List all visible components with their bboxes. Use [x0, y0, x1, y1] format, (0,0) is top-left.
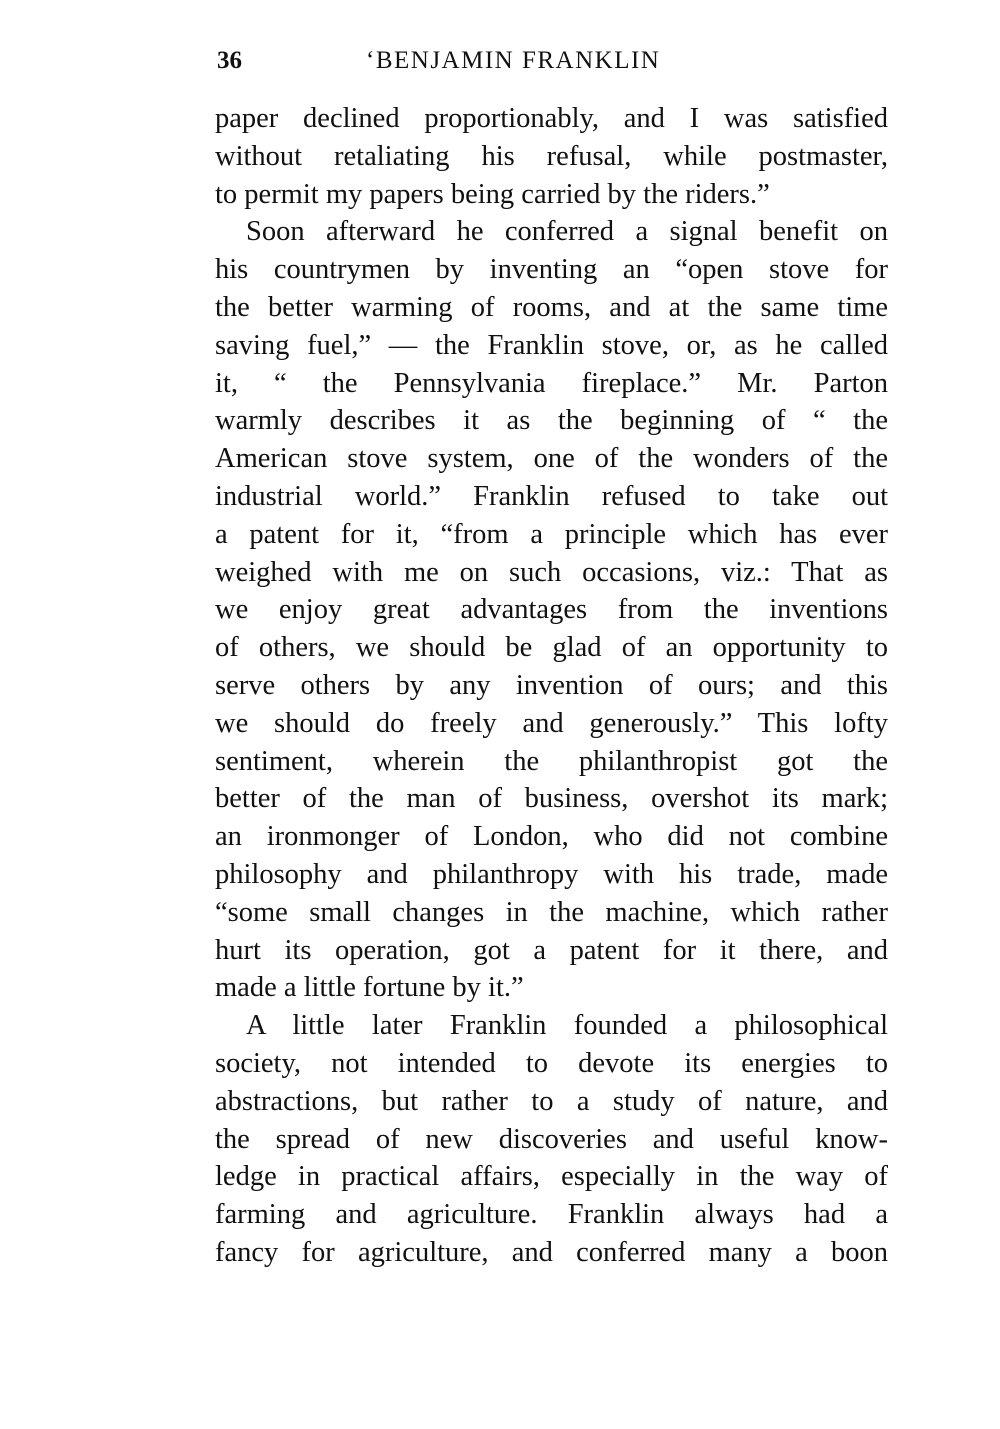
- text-line: industrial world.” Franklin refused to take out: [215, 480, 888, 512]
- text-line: we enjoy great advantages from the inventions: [215, 594, 888, 626]
- text-line: the spread of new discoveries and useful know-: [215, 1123, 888, 1155]
- text-line: made a little fortune by it.”: [215, 972, 524, 1004]
- text-line: society, not intended to devote its energies to: [215, 1047, 888, 1079]
- text-line: sentiment, wherein the philanthropist got the: [215, 745, 888, 777]
- text-line: A little later Franklin founded a philosophical: [246, 1010, 888, 1042]
- body-text: [215, 100, 888, 1272]
- text-line: ledge in practical affairs, especially in the way of: [215, 1161, 888, 1193]
- text-line: “some small changes in the machine, which rather: [215, 896, 888, 928]
- text-line: weighed with me on such occasions, viz.: That as: [215, 556, 888, 588]
- text-line: paper declined proportionably, and I was satisfied: [215, 103, 888, 134]
- text-line: the better warming of rooms, and at the same time: [215, 291, 888, 323]
- text-line: American stove system, one of the wonders of the: [215, 443, 888, 475]
- text-line: saving fuel,” — the Franklin stove, or, as he called: [215, 329, 888, 361]
- text-line: it, “ the Pennsylvania fireplace.” Mr. Parton: [215, 367, 888, 399]
- text-line: better of the man of business, overshot its mark;: [215, 783, 888, 815]
- text-line: to permit my papers being carried by the riders.”: [215, 178, 770, 210]
- paragraph-1: [215, 100, 888, 213]
- text-line: abstractions, but rather to a study of nature, and: [215, 1085, 888, 1117]
- text-line: of others, we should be glad of an opportunity to: [215, 632, 888, 664]
- running-title: ‘BENJAMIN FRANKLIN: [366, 47, 661, 74]
- text-line: warmly describes it as the beginning of “ the: [215, 405, 888, 437]
- text-line: hurt its operation, got a patent for it there, and: [215, 934, 888, 966]
- text-line: farming and agriculture. Franklin always had a: [215, 1199, 888, 1231]
- text-line: Soon afterward he conferred a signal benefit on: [246, 216, 888, 248]
- paragraph-2: [215, 213, 888, 1007]
- text-line: serve others by any invention of ours; and this: [215, 669, 888, 701]
- paragraph-3: [215, 1007, 888, 1272]
- text-line: we should do freely and generously.” This lofty: [215, 707, 888, 739]
- text-line: without retaliating his refusal, while postmaster,: [215, 140, 888, 172]
- text-line: his countrymen by inventing an “open stove for: [215, 254, 888, 286]
- text-line: fancy for agriculture, and conferred many a boon: [215, 1236, 888, 1268]
- page-number: 36: [217, 47, 242, 74]
- text-line: philosophy and philanthropy with his trade, made: [215, 858, 888, 890]
- text-line: an ironmonger of London, who did not combine: [215, 821, 888, 853]
- text-line: a patent for it, “from a principle which has ever: [215, 518, 888, 550]
- running-head: [217, 44, 889, 78]
